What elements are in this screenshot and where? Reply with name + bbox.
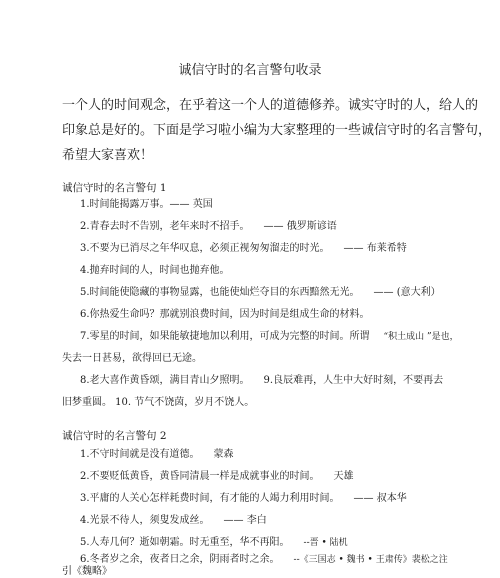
intro-paragraph [62,93,492,168]
quote-item [62,510,482,532]
quote-item [62,370,482,414]
quote-text: 6.冬者岁之余，夜者日之余，阴雨者时之余。 [80,554,280,565]
quote-author: —— 叔本华 [353,493,407,504]
quote-text: 1.不守时间就是没有道德。 [80,449,200,460]
quote-text: 2.青春去时不告别，老年来时不招手。 [80,221,250,232]
quote-item [62,216,482,238]
quote-text: 3.不要为已消尽之年华叹息，必须正视匆匆溜走的时光。 [80,243,330,254]
quote-item [62,304,482,326]
quote-continuation: 失去一日甚易，欲得回已无途。 [62,353,202,364]
quote-text: 6.你热爱生命吗？那就别浪费时间，因为时间是组成生命的材料。 [80,309,370,320]
quote-item [62,260,482,282]
quote-text: 2.不要贬低黄昏，黄昏同清晨一样是成就事业的时间。 [80,471,320,482]
quote-text: 3.平庸的人关心怎样耗费时间，有才能的人竭力利用时间。 [80,493,340,504]
quote-text: 4.抛弃时间的人，时间也抛弃他。 [80,265,230,276]
quote-author: —— 布莱希特 [343,243,407,254]
intro-line: 印象总是好的。下面是学习啦小编为大家整理的一些诚信守时的名言警句， [62,123,492,138]
quote-author: 蒙森 [213,449,234,460]
quote-text: 4.光景不待人，须叟发成丝。 [80,515,210,526]
quote-continuation: 旧梦重圆。 10. 节气不饶茵，岁月不饶人。 [62,397,255,408]
quote-author: —— 俄罗斯谚语 [263,221,337,232]
quote-author: —— (意大利） [373,287,441,298]
quote-item [62,532,482,554]
section-heading: 诚信守时的名言警句 2 [62,430,167,442]
quote-item [62,282,482,304]
quote-author: —— 李白 [223,515,267,526]
intro-line: 一个人的时间观念，在乎着这一个人的道德修养。诚实守时的人，给人的 [62,98,479,113]
quote-text: 5.时间能使隐藏的事物显露，也能使灿烂夺目的东西黯然无光。 [80,287,360,298]
quote-author: --《三国志 • 魏书 • 王肃传》裴松之注 [293,555,448,565]
quote-item [62,238,482,260]
quote-extra: 9.良辰难再，人生中大好时刻，不要再去 [263,375,444,386]
quote-text: 5.人寿几何？逝如朝霜。时无重至，华不再阳。 [80,537,290,548]
quote-item [62,466,482,488]
quote-author: 天雄 [333,471,354,482]
quote-text: 8.老大喜作黄昏颂，满目青山夕照明。 [80,375,250,386]
intro-line: 希望大家喜欢！ [62,148,154,163]
quote-item [62,488,482,510]
quote-item [62,326,482,370]
page-title: 诚信守时的名言警句收录 [178,63,322,78]
quote-item [62,194,482,216]
section-heading: 诚信守时的名言警句 1 [62,182,167,194]
quote-item [62,554,482,578]
quote-continuation: 引《魏略》 [62,566,112,577]
quote-text: 7.零星的时间，如果能敏捷地加以利用，可成为完整的时间。所谓 [80,331,370,342]
quote-extra: “积土成山 ”是也， [383,332,459,342]
quote-item [62,444,482,466]
quote-author: --晋 • 陆机 [303,538,348,548]
quote-text: 1.时间能揭露万事。—— 英国 [80,199,213,210]
